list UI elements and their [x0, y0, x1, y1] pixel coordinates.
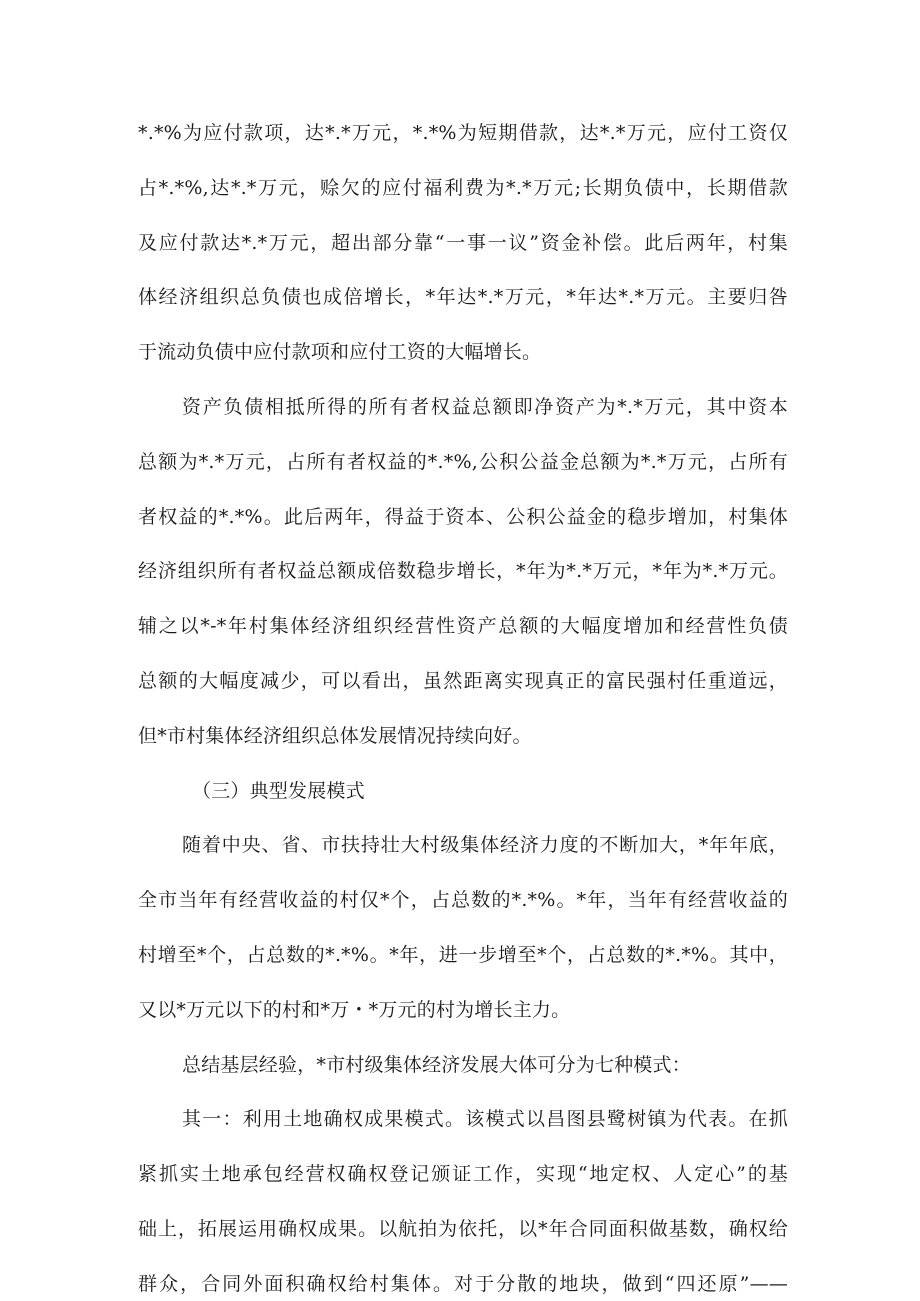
text-line-12: 但*市村集体经济组织总体发展情况持续向好。 — [138, 725, 532, 747]
paragraph-start-line: 随着中央、省、市扶持壮大村级集体经济力度的不断加大，*年年底， — [182, 834, 788, 856]
paragraph-start-line: 总结基层经验，*市村级集体经济发展大体可分为七种模式： — [182, 1054, 691, 1076]
paragraph-start-line: 资产负债相抵所得的所有者权益总额即净资产为*.*万元，其中资本 — [182, 396, 788, 418]
paragraph-start-line: 其一：利用土地确权成果模式。该模式以昌图县鹭树镇为代表。在抓 — [182, 1108, 788, 1130]
text-line-11: 总额的大幅度减少，可以看出，虽然距离实现真正的富民强村任重道远， — [138, 670, 788, 692]
text-line-5: 于流动负债中应付款项和应付工资的大幅增长。 — [138, 341, 542, 363]
text-line-8: 者权益的*.*%。此后两年，得益于资本、公积公益金的稳步增加，村集体 — [138, 506, 788, 528]
section-heading: （三）典型发展模式 — [192, 780, 365, 802]
text-line-21: 础上，拓展运用确权成果。以航拍为依托，以*年合同面积做基数，确权给 — [138, 1218, 788, 1240]
text-line-16: 村增至*个，占总数的*.*%。*年，进一步增至*个，占总数的*.*%。其中， — [138, 944, 788, 966]
text-line-22: 群众，合同外面积确权给村集体。对于分散的地块，做到“四还原”—— — [138, 1273, 788, 1295]
text-line-15: 全市当年有经营收益的村仅*个，占总数的*.*%。*年，当年有经营收益的 — [138, 889, 788, 911]
text-line-4: 体经济组织总负债也成倍增长，*年达*.*万元，*年达*.*万元。主要归咎 — [138, 286, 788, 308]
text-line-17: 又以*万元以下的村和*万・*万元的村为增长主力。 — [138, 999, 571, 1021]
text-line-20: 紧抓实土地承包经营权确权登记颁证工作，实现“地定权、人定心”的基 — [138, 1163, 788, 1185]
text-line-10: 辅之以*-*年村集体经济组织经营性资产总额的大幅度增加和经营性负债 — [138, 615, 788, 637]
text-line-3: 及应付款达*.*万元，超出部分靠“一事一议”资金补偿。此后两年，村集 — [138, 232, 788, 254]
text-line-2: 占*.*%,达*.*万元，赊欠的应付福利费为*.*万元;长期负债中，长期借款 — [138, 177, 788, 199]
text-line-7: 总额为*.*万元，占所有者权益的*.*%,公积公益金总额为*.*万元，占所有 — [138, 451, 788, 473]
text-line-1: *.*%为应付款项，达*.*万元，*.*%为短期借款，达*.*万元，应付工资仅 — [138, 122, 788, 144]
text-line-9: 经济组织所有者权益总额成倍数稳步增长，*年为*.*万元，*年为*.*万元。 — [138, 560, 788, 582]
